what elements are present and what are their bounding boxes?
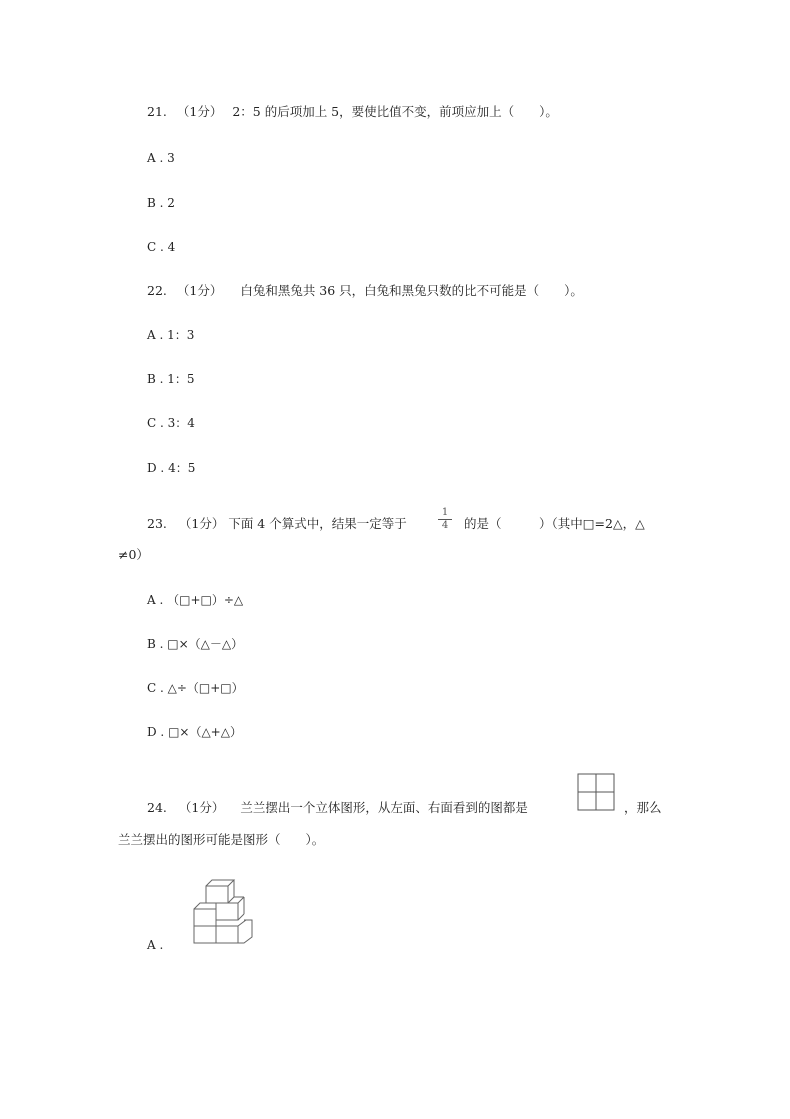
option-a[interactable]: A . （□+□）÷△ [147,593,244,607]
fraction-one-quarter [438,508,452,531]
question-score: （1分） [178,800,225,815]
question-number: 23. [147,516,167,531]
fraction-numerator: 1 [441,507,449,518]
question-21-header [147,104,558,120]
question-stem-line2: ≠0） [118,547,149,562]
question-22-header [147,283,583,299]
option-a[interactable]: A . [147,938,164,952]
option-a[interactable]: A . 1：3 [147,328,195,342]
option-a[interactable]: A . 3 [147,151,175,165]
question-23-header [147,516,407,532]
question-number: 21. [147,104,167,119]
question-score: （1分） [176,104,223,119]
question-stem-part2: ，那么 [624,800,662,815]
question-stem: 白兔和黑兔共 36 只，白兔和黑兔只数的比不可能是（ ）。 [240,283,583,298]
question-stem-part1: 兰兰摆出一个立体图形，从左面、右面看到的图都是 [240,800,528,815]
question-number: 24. [147,800,167,815]
question-stem-line2: 兰兰摆出的图形可能是图形（ ）。 [118,832,325,847]
option-c[interactable]: C . 4 [147,240,176,254]
question-score: （1分） [176,283,223,298]
cube-stack-figure [188,876,260,948]
question-stem-part2: 的是（ ）（其中□=2△，△ [464,516,645,531]
fraction-denominator: 4 [441,520,449,531]
question-stem-part1: 下面 4 个算式中，结果一定等于 [228,516,407,531]
option-b[interactable]: B . 2 [147,196,175,210]
question-24-header [147,800,528,816]
option-d[interactable]: D . 4：5 [147,461,196,475]
option-c[interactable]: C . △÷（□+□） [147,681,244,695]
option-c[interactable]: C . 3：4 [147,416,195,430]
question-score: （1分） [178,516,225,531]
question-stem: 2：5 的后项加上 5，要使比值不变，前项应加上（ ）。 [232,104,558,119]
option-b[interactable]: B . 1：5 [147,372,195,386]
side-view-grid-image [576,772,616,812]
question-number: 22. [147,283,167,298]
option-d[interactable]: D . □×（△+△） [147,725,242,739]
option-b[interactable]: B . □×（△－△） [147,637,244,651]
